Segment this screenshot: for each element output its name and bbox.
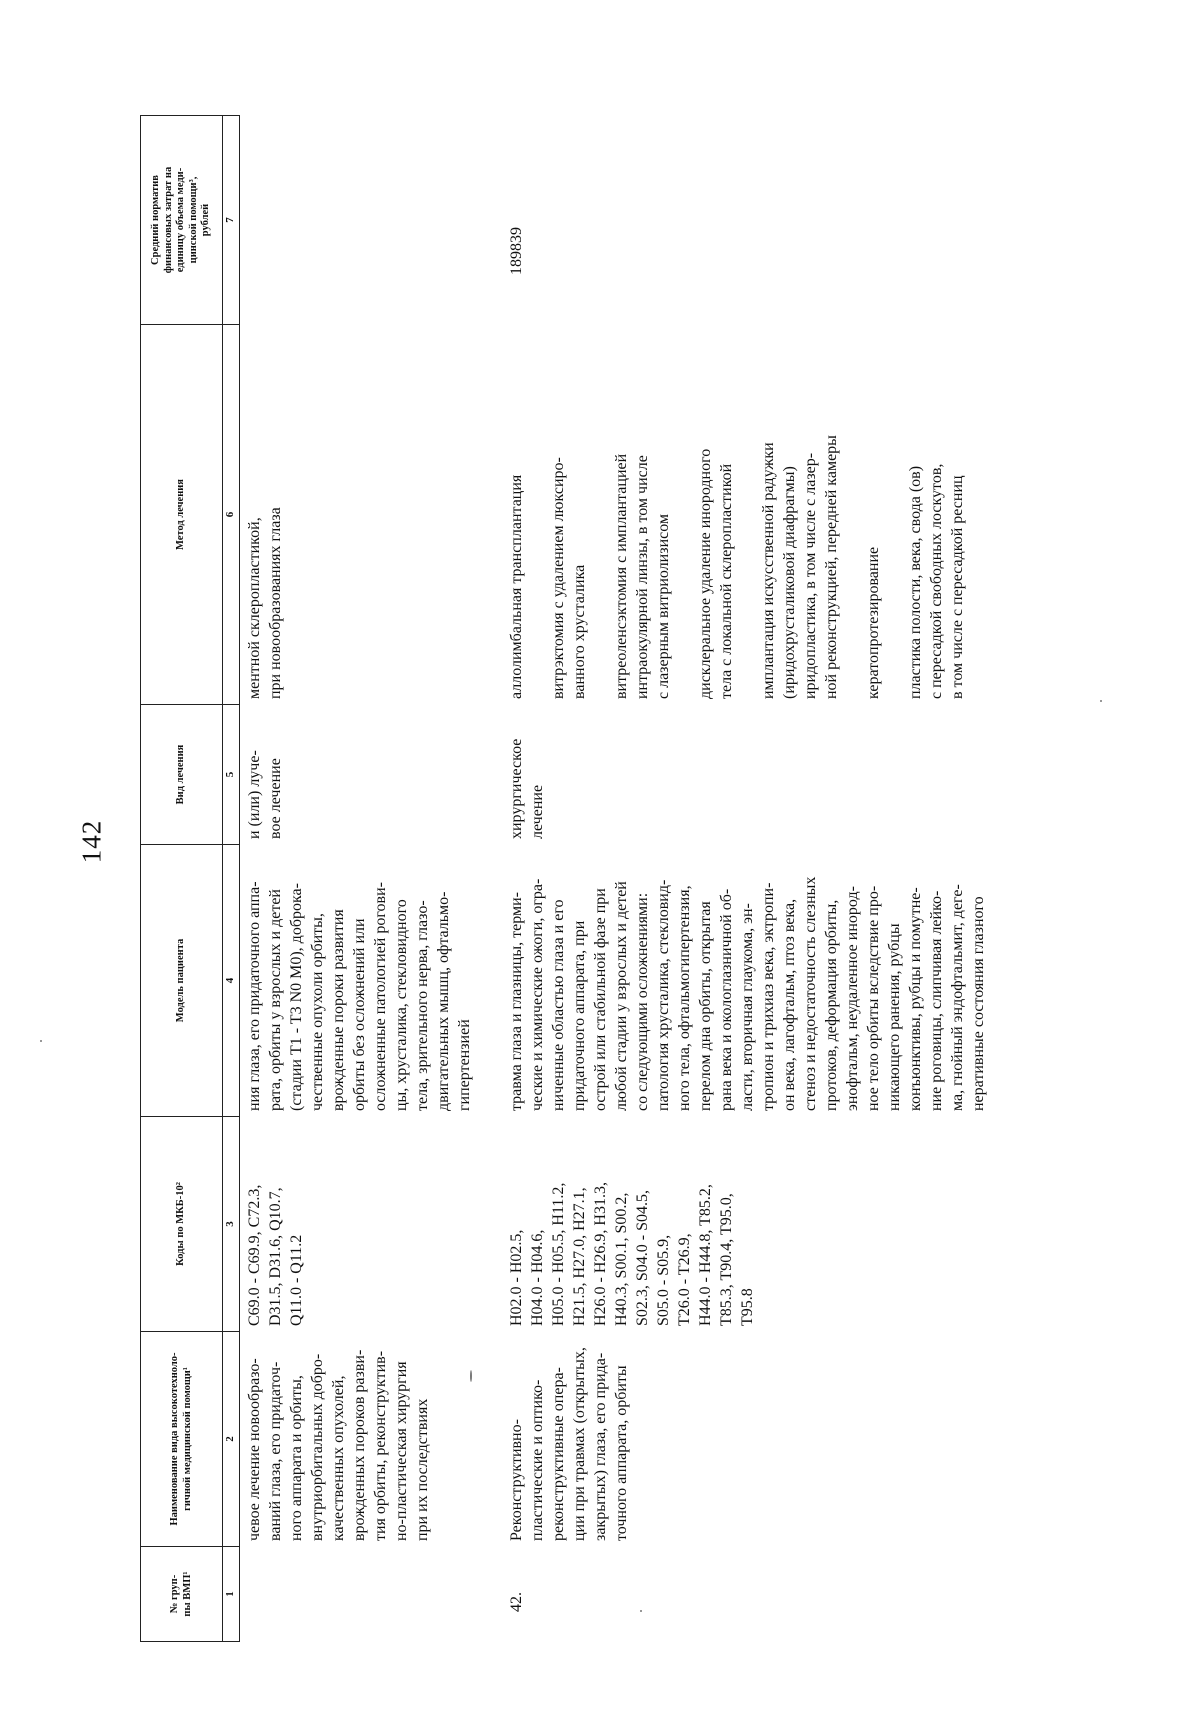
group-number-cell: 42. xyxy=(508,1592,525,1612)
column-number: 4 xyxy=(222,845,240,1117)
treatment-method-item: дисклеральное удаление инородного тела с локальной склеропластикой xyxy=(697,448,735,699)
treatment-method-item: имплантация искусственной радужки (иридохрусталиковой диафрагмы) иридопластика, в том числе с лазер- ной реконструкцией, передней камеры xyxy=(760,435,840,699)
column-number: 3 xyxy=(222,1117,240,1332)
treatment-method-item: ментной склеропластикой, при новообразованиях глаза xyxy=(246,507,284,699)
header-group-number: № груп- пы ВМП¹ xyxy=(140,1547,222,1642)
header-treatment-type: Вид лечения xyxy=(140,705,222,845)
treatment-method-item: витрэктомия с удалением люксиро- ванного хрусталика xyxy=(550,457,588,699)
icd-codes-cell: C69.0 - C69.9, C72.3, D31.5, D31.6, Q10.7, Q11.0 - Q11.2 xyxy=(246,1184,305,1326)
treatment-method-item: аллолимбальная трансплантация xyxy=(508,474,525,699)
header-cost-norm: Средний норматив финансовых затрат на единицу объема меди- цинской помощи³, рублей xyxy=(140,115,222,325)
treatment-type-cell: и (или) луче- вое лечение xyxy=(246,750,284,839)
treatment-method-cell xyxy=(502,325,989,705)
header-patient-model: Модель пациента xyxy=(140,845,222,1117)
column-number: 5 xyxy=(222,705,240,845)
header-icd-codes: Коды по МКБ-10² xyxy=(140,1117,222,1332)
scan-speck xyxy=(40,1040,42,1042)
column-number: 6 xyxy=(222,325,240,705)
header-treatment-method: Метод лечения xyxy=(140,325,222,705)
treatment-method-item: пластика полости, века, свода (ов) с пересадкой свободных лоскутов, в том числе с пересадкой ресниц xyxy=(907,463,966,699)
vmp-name-cell: чевое лечение новообразо- ваний глаза, его придаточ- ного аппарата и орбиты, внутриорбитальных добро- качественных опухолей, врожденных пороков разви- тия орбиты, реконструктив- но-пластическая хирургия при их последствиях xyxy=(246,1349,431,1541)
vmp-name-cell: Реконструктивно- пластические и оптико- реконструктивные опера- ции при травмах (открытых, закрытых) глаза, его прида- точного аппарата, орбиты xyxy=(508,1347,630,1541)
treatment-method-cell xyxy=(240,325,502,705)
treatment-method-item: кератопротезирование xyxy=(865,546,882,699)
cost-norm-cell xyxy=(240,115,502,325)
scan-speck xyxy=(1100,700,1102,702)
vmp-table xyxy=(140,62,989,1642)
treatment-type-cell: хирургическое лечение xyxy=(508,738,546,839)
icd-codes-cell: H02.0 - H02.5, H04.0 - H04.6, H05.0 - H05.5, H11.2, H21.5, H27.0, H27.1, H26.0 - H26.9, H31.3, H40.3, S00.1, S00.2, S02.3, S04.0 - S04.5, S05.0 - S05.9, T26.0 - T26.9, H44.0 - H44.8, T85.2, T85.3, T90.4, T95.0, T95.8 xyxy=(508,1182,756,1326)
treatment-method-item: витреоленсэктомия с имплантацией интраокулярной линзы, в том числе с лазерным витриолизисом xyxy=(613,453,672,699)
scan-speck xyxy=(640,1610,642,1612)
header-vmp-name: Наименование вида высокотехноло- гичной медицинской помощи¹ xyxy=(140,1332,222,1547)
cost-norm-cell: 189839 xyxy=(508,227,525,275)
page-number: 142 xyxy=(76,819,107,864)
rotated-table xyxy=(140,62,987,1642)
column-number: 2 xyxy=(222,1332,240,1547)
column-number: 7 xyxy=(222,115,240,325)
column-number: 1 xyxy=(222,1547,240,1642)
patient-model-cell: ния глаза, его придаточного аппа- рата, орбиты у взрослых и детей (стадии T1 - T3 N0 M0), доброка- чественные опухоли орбиты, врожденные пороки развития орбиты без осложнений или осложненные патологией рогови- цы, хрусталика, стекловидного тела, зрительного нерва, глазо- двигательных мышц, офтальмо- гипертензией xyxy=(246,881,473,1111)
group-number-cell xyxy=(240,1547,502,1642)
scan-speck xyxy=(470,1370,472,1382)
patient-model-cell: травма глаза и глазницы, терми- ческие и химические ожоги, огра- ниченные областью глаза и его придаточного аппарата, при острой или стабильной фазе при любой стадии у взрослых и детей со следующими осложнениями: патология хрусталика, стекловид- ного тела, офтальмогипертензия, перелом дна орбиты, открытая рана века и окологлазничной об- ласти, вторичная глаукома, эн- тропион и трихиаз века, эктропи- он века, лагофтальм, птоз века, стеноз и недостаточность слезных протоков, деформация орбиты, энофтальм, неудаленное инород- ное тело орбиты вследствие про- никающего ранения, рубцы конъюнктивы, рубцы и помутне- ние роговицы, слипчивая лейко- ма, гнойный эндофтальмит, деге- неративные состояния глазного xyxy=(508,876,987,1111)
